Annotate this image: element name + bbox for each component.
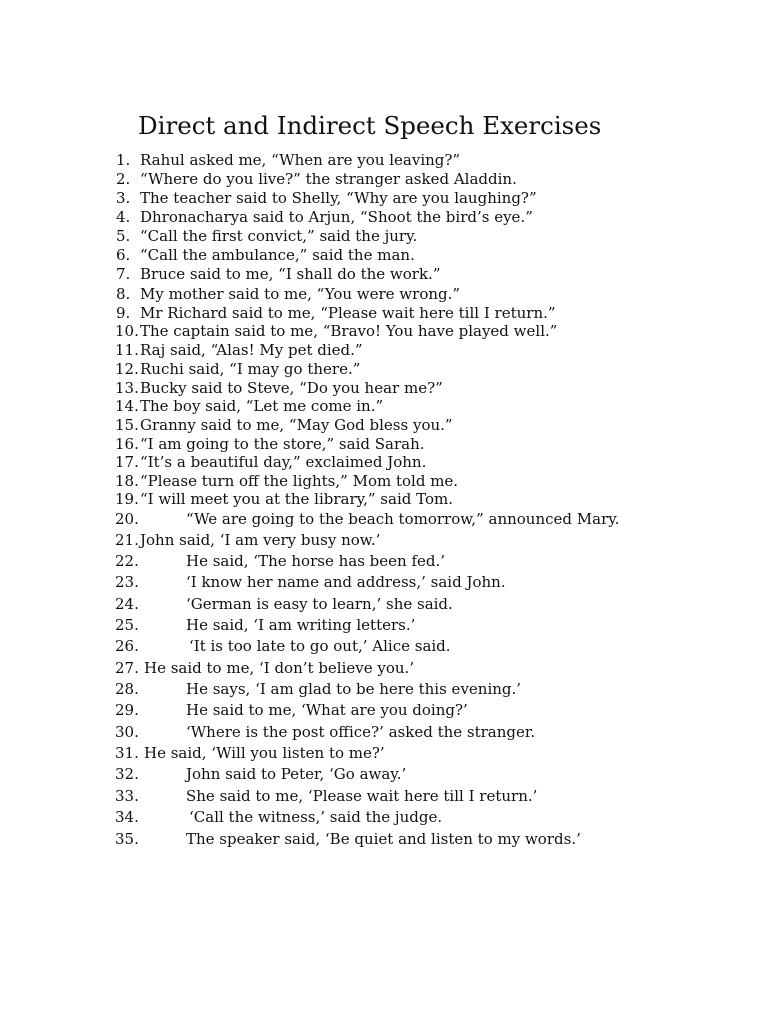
- item-text: He said, ‘I am writing letters.’: [186, 616, 416, 634]
- item-number: 34.: [115, 808, 139, 826]
- item-text: Dhronacharya said to Arjun, “Shoot the bird’s eye.”: [140, 208, 533, 226]
- item-number: 23.: [115, 573, 139, 591]
- item-number: 30.: [115, 723, 139, 741]
- item-number: 20.: [115, 510, 139, 528]
- item-text: The teacher said to Shelly, “Why are you laughing?”: [140, 189, 537, 207]
- item-number: 22.: [115, 552, 139, 570]
- item-text: “Where do you live?” the stranger asked Aladdin.: [140, 170, 517, 188]
- item-text: ‘Call the witness,’ said the judge.: [189, 808, 443, 826]
- item-text: “Call the ambulance,” said the man.: [140, 246, 415, 264]
- item-number: 21.: [115, 531, 139, 549]
- item-text: He said, ‘Will you listen to me?’: [144, 744, 385, 762]
- item-number: 33.: [115, 787, 139, 805]
- item-text: “It’s a beautiful day,” exclaimed John.: [140, 453, 427, 471]
- item-number: 18.: [115, 472, 139, 490]
- item-number: 2.: [116, 170, 131, 188]
- item-text: Bruce said to me, “I shall do the work.”: [140, 265, 441, 283]
- item-number: 24.: [115, 595, 139, 613]
- item-text: John said to Peter, ‘Go away.’: [186, 765, 407, 783]
- item-number: 1.: [116, 151, 131, 169]
- item-number: 14.: [115, 397, 139, 415]
- item-number: 5.: [116, 227, 131, 245]
- item-number: 8.: [116, 285, 131, 303]
- item-text: “I am going to the store,” said Sarah.: [140, 435, 425, 453]
- item-text: “We are going to the beach tomorrow,” announced Mary.: [186, 510, 620, 528]
- item-number: 26.: [115, 637, 139, 655]
- item-text: The captain said to me, “Bravo! You have played well.”: [140, 322, 558, 340]
- item-text: ‘German is easy to learn,’ she said.: [186, 595, 453, 613]
- item-text: “I will meet you at the library,” said Tom.: [140, 490, 453, 508]
- item-number: 12.: [115, 360, 139, 378]
- item-number: 6.: [116, 246, 131, 264]
- item-text: “Please turn off the lights,” Mom told me.: [140, 472, 459, 490]
- item-number: 32.: [115, 765, 139, 783]
- item-text: ‘It is too late to go out,’ Alice said.: [189, 637, 451, 655]
- item-number: 11.: [115, 341, 139, 359]
- item-text: My mother said to me, “You were wrong.”: [140, 285, 461, 303]
- item-number: 13.: [115, 379, 139, 397]
- item-text: “Call the first convict,” said the jury.: [140, 227, 418, 245]
- item-text: He said, ‘The horse has been fed.’: [186, 552, 446, 570]
- item-number: 28.: [115, 680, 139, 698]
- item-text: Raj said, “Alas! My pet died.”: [140, 341, 363, 359]
- item-text: Ruchi said, “I may go there.”: [140, 360, 361, 378]
- item-number: 31.: [115, 744, 139, 762]
- item-number: 7.: [116, 265, 131, 283]
- item-number: 19.: [115, 490, 139, 508]
- item-text: She said to me, ‘Please wait here till I return.’: [186, 787, 538, 805]
- item-number: 9.: [116, 304, 131, 322]
- item-number: 10.: [115, 322, 139, 340]
- item-text: He said to me, ‘I don’t believe you.’: [144, 659, 415, 677]
- item-number: 16.: [115, 435, 139, 453]
- page-title: Direct and Indirect Speech Exercises: [138, 111, 602, 140]
- item-number: 35.: [115, 830, 139, 848]
- item-text: The speaker said, ‘Be quiet and listen to my words.’: [186, 830, 581, 848]
- item-text: Bucky said to Steve, “Do you hear me?”: [140, 379, 443, 397]
- item-text: Mr Richard said to me, “Please wait here till I return.”: [140, 304, 556, 322]
- item-text: Granny said to me, “May God bless you.”: [140, 416, 453, 434]
- item-number: 29.: [115, 701, 139, 719]
- item-number: 27.: [115, 659, 139, 677]
- item-text: He said to me, ‘What are you doing?’: [186, 701, 468, 719]
- item-text: ‘I know her name and address,’ said John.: [186, 573, 506, 591]
- item-number: 17.: [115, 453, 139, 471]
- item-text: ‘Where is the post office?’ asked the stranger.: [186, 723, 536, 741]
- item-number: 15.: [115, 416, 139, 434]
- item-number: 3.: [116, 189, 131, 207]
- item-text: Rahul asked me, “When are you leaving?”: [140, 151, 461, 169]
- item-text: John said, ‘I am very busy now.’: [140, 531, 381, 549]
- item-number: 25.: [115, 616, 139, 634]
- item-text: The boy said, “Let me come in.”: [140, 397, 384, 415]
- item-number: 4.: [116, 208, 131, 226]
- item-text: He says, ‘I am glad to be here this evening.’: [186, 680, 522, 698]
